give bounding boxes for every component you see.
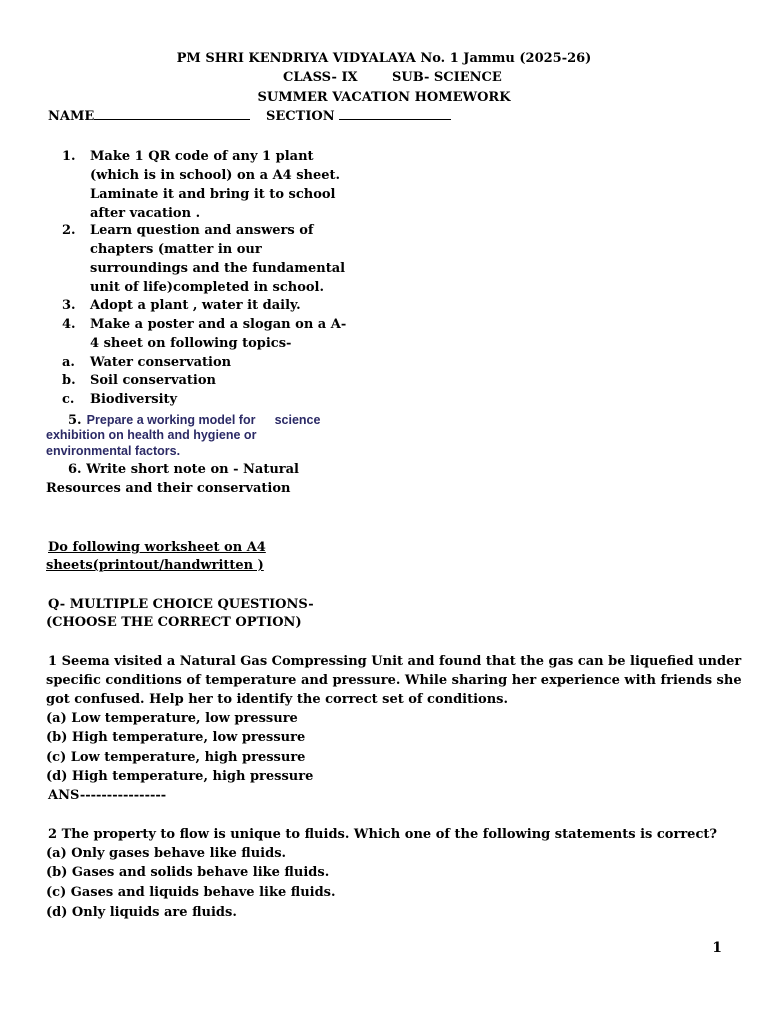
section-label: SECTION [266,109,335,124]
mcq-subheading: (CHOOSE THE CORRECT OPTION) [46,615,302,630]
worksheet-instruction-line2: sheets(printout/handwritten ) [46,558,264,573]
task5-text: science [274,413,321,427]
subtopic-item [62,371,352,390]
question-text: specific conditions of temperature and pressure. While sharing her experience with friends she [46,673,742,688]
subtopic-letter: c. [62,392,75,407]
task-text: Learn question and answers of chapters (matter in our surroundings and the fundamental unit of life)completed in school. [90,223,346,295]
subtopic-text: Biodiversity [90,392,178,407]
task-number: 1. [62,149,76,164]
question-text: got confused. Help her to identify the correct set of conditions. [46,692,509,707]
option-d: (d) Only liquids are fluids. [46,905,237,920]
option-d: (d) High temperature, high pressure [46,769,314,784]
task-item [62,147,352,223]
option-c: (c) Gases and liquids behave like fluids. [46,885,336,900]
task-number: 2. [62,223,76,238]
answer-line: ANS---------------- [48,788,167,803]
subtopic-letter: a. [62,355,75,370]
worksheet-instruction-line1: Do following worksheet on A4 [48,540,266,555]
name-blank-line [94,107,250,120]
subtopic-letter: b. [62,373,76,388]
question-text: 1 Seema visited a Natural Gas Compressing Unit and found that the gas can be liquefied under [48,654,742,669]
page-title: SUMMER VACATION HOMEWORK [257,90,511,105]
name-label: NAME [48,109,95,124]
option-a: (a) Low temperature, low pressure [46,711,298,726]
task-item [62,296,352,315]
question-text: 2 The property to flow is unique to fluids. Which one of the following statements is correct? [48,827,717,842]
subtopic-item [62,353,352,372]
mcq-heading: Q- MULTIPLE CHOICE QUESTIONS- [48,597,314,612]
class-label: CLASS- IX [283,70,358,85]
task-item [62,315,352,353]
task6-line2: Resources and their conservation [46,481,291,496]
task-number: 4. [62,317,76,332]
name-field [48,107,250,126]
school-title: PM SHRI KENDRIYA VIDYALAYA No. 1 Jammu (2025-26) [176,51,592,66]
option-b: (b) High temperature, low pressure [46,730,306,745]
task5-line2: exhibition on health and hygiene or [46,428,257,442]
subtopic-item [62,390,352,409]
section-field [266,107,451,126]
task6-line1: 6. Write short note on - Natural [68,462,299,477]
option-b: (b) Gases and solids behave like fluids. [46,865,330,880]
task-text: Make 1 QR code of any 1 plant (which is in school) on a A4 sheet. Laminate it and bring it to school after vacation . [90,149,341,221]
option-a: (a) Only gases behave like fluids. [46,846,287,861]
subtopic-text: Water conservation [90,355,232,370]
task-text: Make a poster and a slogan on a A-4 sheet on following topics- [90,317,347,351]
subject-label: SUB- SCIENCE [392,70,502,85]
option-c: (c) Low temperature, high pressure [46,750,306,765]
task-text: Adopt a plant , water it daily. [90,298,301,313]
task5-text: Prepare a working model for [86,413,256,427]
task-item [62,221,352,297]
page-number: 1 [712,940,722,956]
section-blank-line [339,107,451,120]
subtopic-text: Soil conservation [90,373,216,388]
task-number: 3. [62,298,76,313]
task-number: 5. [68,413,82,428]
task5-line3: environmental factors. [46,444,181,458]
